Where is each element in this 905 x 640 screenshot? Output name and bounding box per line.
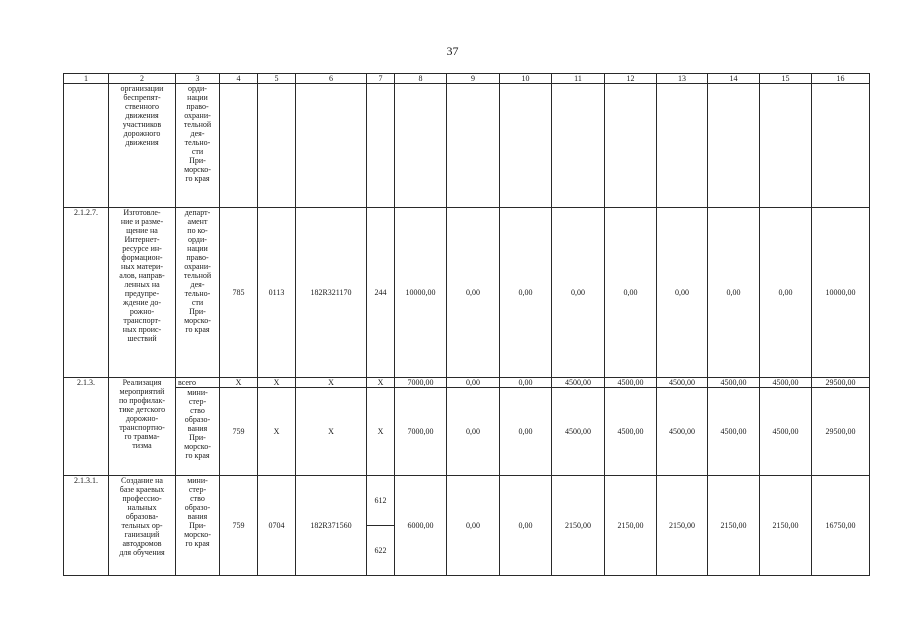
page-number: 37 [446,44,459,58]
header-cell: 15 [760,74,812,84]
cell-col12: 4500,00 [605,378,657,388]
cell-col8: 7000,00 [395,378,447,388]
row-code-cell: 2.1.2.7. [64,208,109,378]
cell-col12: 2150,00 [605,476,657,576]
cell-col16: 10000,00 [812,208,870,378]
cell-col5: X [258,388,296,476]
cell-col4: 759 [220,476,258,576]
header-cell: 11 [552,74,605,84]
budget-table [63,73,870,576]
cell-col11: 4500,00 [552,388,605,476]
cell-col14: 4500,00 [708,378,760,388]
table-row-continuation [64,84,870,208]
cell-col6: 182R321170 [296,208,367,378]
row-code-cell [64,84,109,208]
header-cell: 6 [296,74,367,84]
cell-col16: 16750,00 [812,476,870,576]
cell-col9: 0,00 [447,388,500,476]
cell-col6: X [296,388,367,476]
cell-col6: 182R371560 [296,476,367,576]
header-cell: 8 [395,74,447,84]
cell-col8: 7000,00 [395,388,447,476]
row-executor-cell: всего [176,378,220,388]
header-cell: 4 [220,74,258,84]
table-row-2-1-2-7 [64,208,870,378]
header-cell: 12 [605,74,657,84]
table-row-2-1-3-total [64,378,870,388]
cell-col12: 4500,00 [605,388,657,476]
cell-col15: 4500,00 [760,378,812,388]
cell-col5: X [258,378,296,388]
cell-col14: 4500,00 [708,388,760,476]
row-name-cell: Изготовле- ние и разме- щение на Интернет- ресурсе ин- формацион- ных матери- алов, направ- ленных на предупре- ждение до- рожно- транспорт- ных проис- шествий [109,208,176,378]
column-number-row [64,74,870,84]
cell-col5: 0113 [258,208,296,378]
cell-col13: 4500,00 [657,388,708,476]
header-cell: 5 [258,74,296,84]
row-code-cell: 2.1.3. [64,378,109,476]
cell-col15: 4500,00 [760,388,812,476]
cell-col15: 2150,00 [760,476,812,576]
cell-col9: 0,00 [447,208,500,378]
cell-col10: 0,00 [500,476,552,576]
header-cell: 3 [176,74,220,84]
row-name-cell: Создание на базе краевых профессио- нальных образова- тельных ор- ганизаций автодромов для обучения [109,476,176,576]
table-row-2-1-3-ministry [64,388,870,476]
cell-col11: 0,00 [552,208,605,378]
cell-col7: X [367,378,395,388]
cell-col13: 0,00 [657,208,708,378]
row-name-cell: организации беспрепят- ственного движения участников дорожного движения [109,84,176,208]
cell-col9: 0,00 [447,476,500,576]
cell-col14: 2150,00 [708,476,760,576]
cell-col10: 0,00 [500,208,552,378]
cell-col15: 0,00 [760,208,812,378]
cell-col7-612: 612 [367,476,395,526]
header-cell: 9 [447,74,500,84]
header-cell: 13 [657,74,708,84]
row-name-cell: Реализация мероприятий по профилак- тике детского дорожно- транспортно- го травма- тизма [109,378,176,476]
cell-col11: 4500,00 [552,378,605,388]
header-cell: 14 [708,74,760,84]
header-cell: 1 [64,74,109,84]
row-executor-cell: мини- стер- ство образо- вания При- морско- го края [176,476,220,576]
cell-col11: 2150,00 [552,476,605,576]
row-executor-cell: департ- амент по ко- орди- нации право- охрани- тельной дея- тельно- сти При- морско- го края [176,208,220,378]
header-cell: 16 [812,74,870,84]
cell-col8: 6000,00 [395,476,447,576]
cell-col7: 244 [367,208,395,378]
cell-col5: 0704 [258,476,296,576]
cell-col13: 2150,00 [657,476,708,576]
header-cell: 2 [109,74,176,84]
row-executor-cell: мини- стер- ство образо- вания При- морско- го края [176,388,220,476]
row-executor-cell: орди- нации право- охрани- тельной дея- тельно- сти При- морско- го края [176,84,220,208]
cell-col9: 0,00 [447,378,500,388]
header-cell: 10 [500,74,552,84]
cell-col14: 0,00 [708,208,760,378]
cell-col10: 0,00 [500,378,552,388]
cell-col7: X [367,388,395,476]
cell-col16: 29500,00 [812,378,870,388]
cell-col4: 785 [220,208,258,378]
table-row-2-1-3-1 [64,476,870,526]
cell-col10: 0,00 [500,388,552,476]
row-code-cell: 2.1.3.1. [64,476,109,576]
cell-col13: 4500,00 [657,378,708,388]
cell-col7-622: 622 [367,526,395,576]
cell-col4: 759 [220,388,258,476]
header-cell: 7 [367,74,395,84]
cell-col16: 29500,00 [812,388,870,476]
cell-col4: X [220,378,258,388]
cell-col6: X [296,378,367,388]
cell-col8: 10000,00 [395,208,447,378]
cell-col12: 0,00 [605,208,657,378]
